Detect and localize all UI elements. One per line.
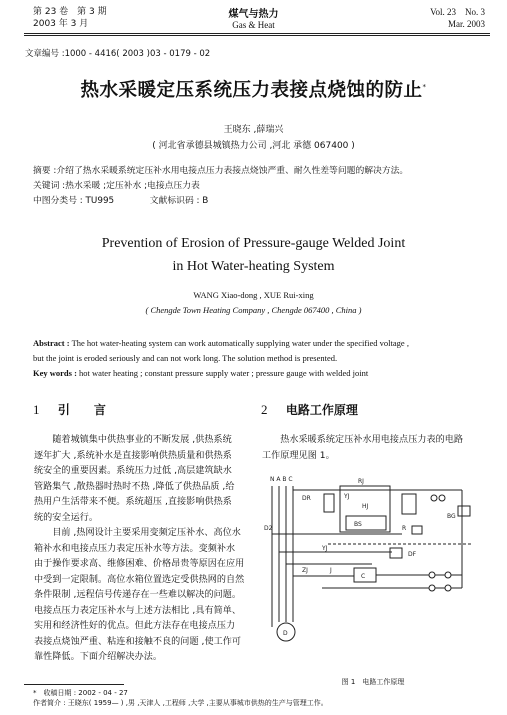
title-en-line1: Prevention of Erosion of Pressure-gauge Welded Joint: [101, 236, 406, 251]
footnote-rule: [24, 684, 124, 685]
label-yj-lower: YJ: [322, 545, 328, 552]
terminal-5: [429, 585, 435, 591]
abstract-cn: 摘要 :介绍了热水采暖系统定压补水用电接点压力表接点烧蚀严重、耐久性差等问题的解决方法。: [33, 166, 409, 176]
bridge-box: [346, 516, 386, 530]
circuit-paragraph: [262, 433, 482, 464]
label-c: C: [361, 573, 366, 580]
terminal-3: [429, 572, 435, 578]
relay-box-1: [324, 494, 334, 512]
abstract-cn-block: [33, 164, 408, 209]
section1-title: 引 言: [57, 403, 106, 417]
class-number: 中图分类号 : TU995: [33, 196, 115, 206]
text-line: 箱补水和电接点压力表定压补水等方法。变频补水: [34, 543, 236, 554]
label-bg: BG: [447, 513, 456, 520]
left-column-text: [34, 433, 245, 666]
section1-number: 1: [33, 402, 40, 417]
label-j: J: [330, 567, 332, 574]
section2-number: 2: [261, 402, 268, 417]
journal-volume-en: Vol. 23 No. 3: [430, 7, 485, 17]
abstract-en-block: [33, 336, 483, 381]
text-line: 统安全的重要因素。系统压力过低 ,高层建筑缺水: [34, 466, 232, 476]
circuit-diagram: [262, 472, 484, 670]
authors-en: WANG Xiao-dong , XUE Rui-xing: [193, 290, 314, 300]
abstract-en-line2: but the joint is eroded seriously and can not work long. The solution method is presented.: [33, 353, 338, 363]
label-rj: RJ: [358, 478, 364, 485]
text-line: 靠性降低。下面介绍解决办法。: [34, 652, 163, 662]
footnote-marker: *: [33, 689, 37, 697]
text-line: 由于操作要求高、维修困难、价格昂贵等原因在应用: [34, 559, 245, 569]
text-line: 电接点压力表定压补水与上述方法相比 ,具有简单、: [34, 605, 242, 616]
right-column-text: [262, 433, 482, 464]
authors-cn: 王晓东 ,薛瑞兴: [223, 125, 284, 135]
bg-component: [458, 506, 470, 516]
text-line: 实用和经济性好的优点。但此方法存在电接点压力: [34, 621, 236, 631]
abstract-en-label: Abstract :: [33, 338, 70, 348]
relay-box-2: [402, 494, 416, 514]
title-cn-text: 热水采暖定压系统压力表接点烧蚀的防止: [80, 80, 423, 101]
text-line: 条件限制 ,远程信号传递存在一些难以解决的问题。: [34, 590, 242, 600]
text-line: 表接点烧蚀严重、粘连和接触不良的问题 ,使工作可: [34, 636, 242, 647]
label-hj: HJ: [362, 503, 369, 510]
journal-name-cn: 煤气与热力: [228, 9, 279, 20]
df-box: [390, 548, 402, 558]
label-d: D: [283, 630, 288, 637]
text-line: 逐年扩大 ,系统补水是直接影响供热质量和供热系: [34, 450, 232, 461]
journal-name-en: Gas & Heat: [232, 20, 275, 30]
keywords-en-label: Key words :: [33, 368, 77, 378]
classification-line: [33, 194, 408, 209]
keywords-en-text: hot water heating ; constant pressure supply water ; pressure gauge with welded joint: [79, 368, 369, 378]
label-yj: YJ: [344, 493, 350, 500]
section2-heading: [261, 401, 358, 418]
affiliation-en: ( Chengde Town Heating Company , Chengde 067400 , China ): [145, 305, 362, 315]
title-footnote-mark: *: [422, 82, 427, 91]
terminal-2: [439, 495, 445, 501]
abstract-en-text1: The hot water-heating system can work automatically supplying water under the specified voltage ,: [71, 338, 409, 348]
resistor: [412, 526, 422, 534]
title-en: [0, 232, 507, 278]
label-ra: R: [402, 525, 407, 532]
figure-caption: 图 1 电路工作原理: [341, 678, 405, 686]
section2-title: 电路工作原理: [285, 403, 358, 417]
intro-paragraph-2: [34, 526, 245, 666]
abstract-en-line1: [33, 336, 483, 351]
text-line: 中受到一定限制。高位水箱位置选定受供热网的自然: [34, 574, 245, 585]
text-line: 热水采暖系统定压补水用电接点压力表的电路: [280, 435, 464, 445]
label-bs: BS: [354, 521, 362, 528]
header-rule: [24, 33, 490, 36]
terminal-4: [445, 572, 451, 578]
footnote-author-bio: 作者简介 : 王晓东( 1959— ) ,男 ,天津人 ,工程师 ,大学 ,主要从事城市供热的生产与管理工作。: [33, 699, 328, 707]
received-date: 收稿日期 : 2002 - 04 - 27: [43, 689, 128, 697]
article-id: 文章编号 :1000 - 4416( 2003 )03 - 0179 - 02: [25, 49, 211, 59]
title-en-line2: in Hot Water-heating System: [172, 259, 335, 274]
section1-heading: [33, 401, 106, 418]
journal-date-en: Mar. 2003: [448, 19, 485, 29]
text-line: 统的安全运行。: [34, 512, 99, 523]
keywords-en-line: [33, 366, 483, 381]
journal-date-cn: 2003 年 3 月: [33, 19, 89, 29]
text-line: 目前 ,热网设计主要采用变频定压补水、高位水: [52, 528, 241, 538]
label-d2: D2: [264, 525, 273, 532]
keywords-cn: 关键词 :热水采暖 ;定压补水 ;电接点压力表: [33, 181, 200, 191]
affiliation-cn: ( 河北省承德县城镇热力公司 ,河北 承德 067400 ): [152, 141, 355, 151]
text-line: 管路集气 ,散热器时热时不热 ,降低了供热品质 ,给: [34, 481, 235, 492]
document-code: 文献标识码 : B: [149, 196, 209, 206]
footnote-received: [33, 688, 328, 698]
title-cn: [0, 76, 507, 102]
journal-volume: 第 23 卷 第 3 期: [33, 7, 107, 17]
intro-paragraph-1: [34, 433, 245, 526]
terminal-1: [431, 495, 437, 501]
footnote: [33, 688, 328, 708]
label-dr: DR: [302, 495, 311, 502]
text-line: 工作原理见图 1。: [262, 450, 335, 461]
label-zj: ZJ: [302, 567, 308, 574]
terminal-6: [445, 585, 451, 591]
label-df: DF: [408, 551, 417, 558]
text-line: 随着城镇集中供热事业的不断发展 ,供热系统: [52, 435, 232, 445]
phase-labels: N A B C: [270, 476, 293, 483]
text-line: 热用户生活带来不便。系统超压 ,直接影响供热系: [34, 497, 232, 507]
